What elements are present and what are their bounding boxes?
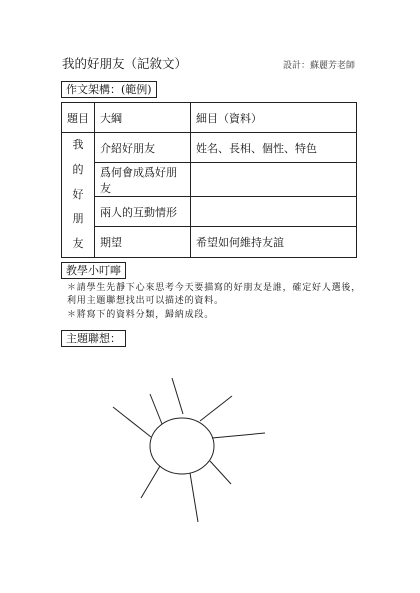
sun-ray [172,378,183,414]
sun-center-circle [150,418,214,474]
outline-cell: 爲何會成爲好朋友 [95,163,191,197]
subject-char: 的 [72,162,84,176]
sun-ray [150,394,162,424]
outline-cell: 期望 [95,227,191,258]
page-title: 我的好朋友（記敘文） [62,56,188,71]
sun-ray [190,473,198,522]
outline-cell: 介紹好朋友 [95,133,191,163]
header-cell-subject: 題目 [62,103,95,133]
subject-char: 朋 [72,212,84,226]
section-label-tips: 教學小叮嚀 [61,262,126,279]
tip-text: ＊請學生先靜下心來思考今天要描寫的好朋友是誰，確定好人選後，利用主題聯想找出可以描述的資料。 [67,283,362,306]
sun-ray [210,461,231,484]
detail-cell: 姓名、長相、個性、特色 [191,133,357,163]
subject-char: 友 [72,237,84,251]
sun-ray [200,396,232,421]
header-cell-detail: 細目（資料） [191,103,357,133]
tip-text: ＊將寫下的資料分類，歸納成段。 [67,310,215,320]
section-label-association: 主題聯想： [61,330,126,347]
sun-ray [212,433,265,438]
designer-credit: 設計：蘇麗芳老師 [283,61,356,71]
outline-cell: 兩人的互動情形 [95,197,191,227]
sun-ray [141,466,160,498]
subject-char: 好 [72,187,84,201]
subject-char: 我 [72,138,84,151]
detail-cell: 希望如何維持友誼 [191,227,357,258]
section-label-outline: 作文架構：(範例) [61,81,157,98]
header-cell-outline: 大綱 [95,103,191,133]
sun-ray [113,407,151,437]
